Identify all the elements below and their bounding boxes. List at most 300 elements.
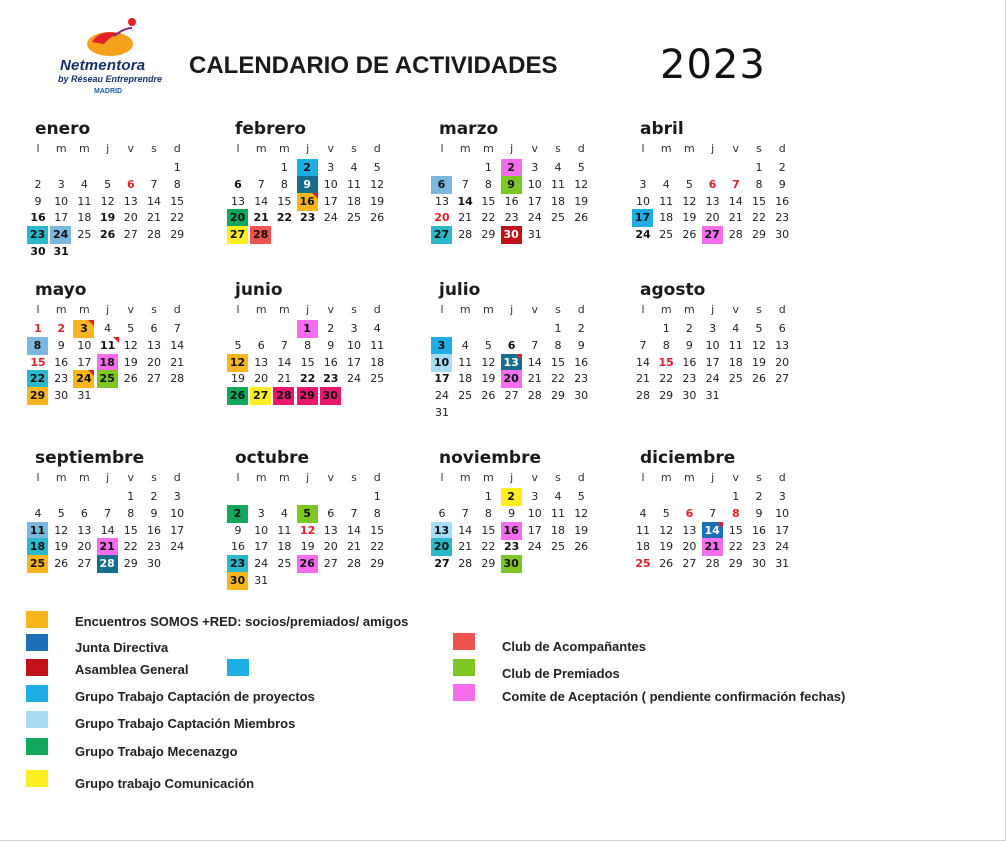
day-cell: 21 xyxy=(170,355,185,369)
day-cell: 19 xyxy=(123,355,138,369)
day-cell: 14 xyxy=(170,338,185,352)
day-cell: 3 xyxy=(709,322,717,335)
day-cell: 29 xyxy=(370,557,385,571)
day-cell: 3 xyxy=(431,337,452,355)
day-cell: 22 xyxy=(728,540,743,554)
day-cell: 5 xyxy=(484,338,492,352)
day-cell: 11 xyxy=(728,338,743,352)
weekday-label: m xyxy=(279,303,290,316)
day-cell: 1 xyxy=(373,490,381,503)
day-cell: 18 xyxy=(551,523,565,537)
month-name: septiembre xyxy=(35,448,145,468)
day-cell: 30 xyxy=(682,389,697,403)
legend-swatch-aceptacion xyxy=(453,684,475,701)
day-cell: 20 xyxy=(323,540,338,554)
day-cell: 2 xyxy=(501,488,522,506)
weekday-label: l xyxy=(236,471,240,484)
weekday-label: l xyxy=(641,471,645,484)
day-cell: 30 xyxy=(147,557,161,571)
day-cell: 14 xyxy=(527,355,542,369)
day-cell: 29 xyxy=(481,557,496,571)
day-cell: 15 xyxy=(170,194,185,208)
day-cell: 3 xyxy=(639,177,647,191)
day-cell: 5 xyxy=(297,505,318,523)
day-cell: 28 xyxy=(458,228,473,242)
day-cell: 1 xyxy=(127,490,135,503)
day-cell: 29 xyxy=(728,557,743,571)
day-cell: 21 xyxy=(458,211,473,225)
day-cell: 24 xyxy=(435,389,449,403)
day-cell: 23 xyxy=(574,372,589,386)
legend-label-junta: Junta Directiva xyxy=(75,640,169,655)
weekday-label: l xyxy=(36,471,40,484)
day-cell: 21 xyxy=(277,372,292,386)
day-cell: 16 xyxy=(231,540,245,554)
day-cell: 16 xyxy=(30,211,46,225)
day-cell: 23 xyxy=(323,372,339,386)
day-cell: 7 xyxy=(461,177,469,191)
weekday-label: v xyxy=(127,142,135,155)
weekday-label: m xyxy=(459,142,471,155)
day-cell: 26 xyxy=(481,389,496,403)
day-cell: 14 xyxy=(147,194,161,208)
day-cell: 24 xyxy=(527,211,542,225)
weekday-label: j xyxy=(510,142,514,155)
weekday-label: v xyxy=(732,471,740,484)
day-cell: 18 xyxy=(636,540,650,554)
weekday-label: m xyxy=(79,142,90,155)
day-cell: 2 xyxy=(150,490,158,503)
weekday-label: v xyxy=(327,142,335,155)
day-cell: 7 xyxy=(350,506,358,520)
day-cell: 3 xyxy=(778,490,786,503)
day-cell: 18 xyxy=(728,355,743,369)
day-cell: 11 xyxy=(551,177,565,191)
corner-marker xyxy=(516,354,522,360)
weekday-label: j xyxy=(106,303,110,316)
day-cell: 6 xyxy=(234,177,242,191)
day-cell: 7 xyxy=(173,322,181,335)
day-cell: 7 xyxy=(709,506,717,520)
day-cell: 18 xyxy=(27,538,48,556)
day-cell: 21 xyxy=(347,540,361,554)
day-cell: 14 xyxy=(277,355,292,369)
day-cell: 20 xyxy=(123,211,138,225)
weekday-label: l xyxy=(36,142,40,155)
day-cell: 5 xyxy=(373,161,381,174)
day-cell: 5 xyxy=(57,506,65,520)
day-cell: 24 xyxy=(254,557,269,571)
weekday-label: j xyxy=(711,471,715,484)
legend-label-acompanantes: Club de Acompañantes xyxy=(502,639,646,654)
day-cell: 10 xyxy=(170,506,185,520)
day-cell: 15 xyxy=(481,523,496,537)
day-cell: 7 xyxy=(257,177,265,191)
weekday-label: v xyxy=(531,471,539,484)
legend-label-encuentros: Encuentros SOMOS +RED: socios/premiados/ amigos xyxy=(75,614,409,629)
day-cell: 11 xyxy=(347,177,361,191)
day-cell: 3 xyxy=(327,161,335,174)
day-cell: 19 xyxy=(231,372,245,386)
legend-label-comunicacion: Grupo trabajo Comunicación xyxy=(75,776,255,791)
day-cell: 28 xyxy=(527,389,542,403)
day-cell: 17 xyxy=(323,194,338,208)
day-cell: 9 xyxy=(577,338,585,352)
day-cell: 23 xyxy=(27,226,48,244)
weekday-label: s xyxy=(351,471,357,484)
day-cell: 1 xyxy=(280,161,288,174)
day-cell: 27 xyxy=(434,557,450,571)
day-cell: 18 xyxy=(347,194,361,208)
month-name: enero xyxy=(35,119,91,139)
day-cell: 26 xyxy=(123,372,138,386)
weekday-label: l xyxy=(641,142,645,155)
day-cell: 24 xyxy=(775,540,790,554)
day-cell: 17 xyxy=(434,372,450,386)
day-cell: 17 xyxy=(527,194,542,208)
day-cell: 17 xyxy=(54,211,69,225)
day-cell: 29 xyxy=(297,387,318,405)
day-cell: 23 xyxy=(775,211,790,225)
day-cell: 8 xyxy=(27,337,48,355)
logo-city: MADRID xyxy=(94,88,122,95)
day-cell: 6 xyxy=(778,322,786,335)
day-cell: 12 xyxy=(574,177,589,191)
day-cell: 14 xyxy=(728,194,743,208)
day-cell: 28 xyxy=(636,389,650,403)
day-cell: 24 xyxy=(527,540,542,554)
day-cell: 19 xyxy=(54,540,69,554)
day-cell: 1 xyxy=(732,490,740,503)
day-cell: 10 xyxy=(775,506,790,520)
day-cell: 30 xyxy=(227,572,248,590)
day-cell: 29 xyxy=(551,389,565,403)
day-cell: 2 xyxy=(57,322,66,335)
weekday-label: s xyxy=(756,303,762,316)
day-cell: 26 xyxy=(227,387,248,405)
weekday-label: m xyxy=(255,303,267,316)
day-cell: 18 xyxy=(458,372,473,386)
day-cell: 1 xyxy=(484,161,492,174)
day-cell: 1 xyxy=(173,161,181,174)
day-cell: 28 xyxy=(273,387,294,405)
day-cell: 30 xyxy=(574,389,589,403)
day-cell: 9 xyxy=(234,523,242,537)
day-cell: 4 xyxy=(554,490,562,503)
day-cell: 16 xyxy=(54,355,69,369)
day-cell: 23 xyxy=(752,540,766,554)
day-cell: 18 xyxy=(659,211,674,225)
month-name: diciembre xyxy=(640,448,736,468)
day-cell: 3 xyxy=(350,322,358,335)
day-cell: 6 xyxy=(685,506,694,520)
day-cell: 26 xyxy=(752,372,766,386)
day-cell: 6 xyxy=(507,338,516,352)
day-cell: 29 xyxy=(123,557,138,571)
day-cell: 20 xyxy=(227,209,248,227)
day-cell: 17 xyxy=(705,355,720,369)
day-cell: 15 xyxy=(300,355,315,369)
weekday-label: d xyxy=(577,142,585,155)
weekday-label: l xyxy=(440,303,444,316)
weekday-label: l xyxy=(440,471,444,484)
day-cell: 7 xyxy=(280,338,288,352)
weekday-label: s xyxy=(555,142,561,155)
day-cell: 3 xyxy=(531,161,539,174)
legend-swatch-acompanantes xyxy=(453,633,475,650)
day-cell: 19 xyxy=(370,194,385,208)
day-cell: 29 xyxy=(170,228,185,242)
day-cell: 18 xyxy=(277,540,292,554)
day-cell: 21 xyxy=(702,538,723,556)
day-cell: 9 xyxy=(297,176,318,194)
day-cell: 5 xyxy=(755,322,763,335)
day-cell: 26 xyxy=(574,540,589,554)
day-cell: 29 xyxy=(481,228,496,242)
day-cell: 14 xyxy=(636,355,650,369)
day-cell: 9 xyxy=(778,177,786,191)
logo-name: Netmentora xyxy=(60,57,146,74)
day-cell: 4 xyxy=(732,322,740,335)
legend-swatch-captacion-proyectos xyxy=(26,685,48,702)
day-cell: 14 xyxy=(702,522,723,540)
day-cell: 2 xyxy=(327,322,335,335)
day-cell: 12 xyxy=(574,506,589,520)
day-cell: 25 xyxy=(635,557,651,571)
day-cell: 15 xyxy=(728,523,743,537)
day-cell: 15 xyxy=(370,523,385,537)
day-cell: 2 xyxy=(577,322,585,335)
day-cell: 17 xyxy=(527,523,542,537)
day-cell: 15 xyxy=(658,355,674,369)
day-cell: 13 xyxy=(123,194,138,208)
day-cell: 14 xyxy=(100,523,115,537)
day-cell: 23 xyxy=(299,211,316,225)
logo-subtitle: by Réseau Entreprendre xyxy=(58,74,163,84)
weekday-label: m xyxy=(55,303,67,316)
day-cell: 22 xyxy=(481,540,496,554)
day-cell: 19 xyxy=(574,523,589,537)
day-cell: 16 xyxy=(297,193,318,211)
weekday-label: v xyxy=(732,142,740,155)
day-cell: 17 xyxy=(254,540,269,554)
day-cell: 10 xyxy=(705,338,720,352)
day-cell: 4 xyxy=(280,506,288,520)
day-cell: 20 xyxy=(254,372,269,386)
day-cell: 12 xyxy=(682,194,697,208)
day-cell: 18 xyxy=(370,355,385,369)
day-cell: 11 xyxy=(370,338,385,352)
day-cell: 1 xyxy=(297,320,318,338)
weekday-label: m xyxy=(255,471,267,484)
day-cell: 17 xyxy=(775,523,790,537)
day-cell: 14 xyxy=(457,194,473,208)
day-cell: 26 xyxy=(659,557,674,571)
weekday-label: s xyxy=(555,471,561,484)
day-cell: 2 xyxy=(501,159,522,177)
weekday-label: l xyxy=(36,303,40,316)
day-cell: 28 xyxy=(347,557,361,571)
day-cell: 9 xyxy=(508,506,516,520)
day-cell: 21 xyxy=(458,540,473,554)
day-cell: 16 xyxy=(752,523,766,537)
weekday-label: m xyxy=(684,142,695,155)
day-cell: 20 xyxy=(705,211,720,225)
day-cell: 22 xyxy=(659,372,674,386)
day-cell: 12 xyxy=(123,338,138,352)
day-cell: 28 xyxy=(250,226,271,244)
day-cell: 2 xyxy=(778,161,786,174)
day-cell: 26 xyxy=(99,228,116,242)
day-cell: 8 xyxy=(484,177,492,191)
day-cell: 13 xyxy=(231,194,245,208)
day-cell: 23 xyxy=(682,372,697,386)
day-cell: 24 xyxy=(347,372,361,386)
day-cell: 19 xyxy=(752,355,766,369)
day-cell: 14 xyxy=(347,523,361,537)
corner-marker xyxy=(88,320,94,326)
month-name: agosto xyxy=(640,280,706,300)
legend-label-captacion-miembros: Grupo Trabajo Captación Miembros xyxy=(75,716,296,731)
page-title: CALENDARIO DE ACTIVIDADES xyxy=(189,52,558,79)
day-cell: 4 xyxy=(554,161,562,174)
day-cell: 17 xyxy=(77,355,92,369)
day-cell: 23 xyxy=(504,211,519,225)
day-cell: 23 xyxy=(54,372,69,386)
weekday-label: d xyxy=(577,303,585,316)
day-cell: 2 xyxy=(755,490,763,503)
weekday-label: d xyxy=(577,471,585,484)
day-cell: 7 xyxy=(639,338,647,352)
day-cell: 10 xyxy=(431,354,452,372)
day-cell: 18 xyxy=(97,354,118,372)
day-cell: 3 xyxy=(257,506,265,520)
month-name: noviembre xyxy=(439,448,542,468)
day-cell: 25 xyxy=(370,372,385,386)
day-cell: 9 xyxy=(755,506,763,520)
day-cell: 22 xyxy=(299,372,316,386)
day-cell: 30 xyxy=(775,228,790,242)
weekday-label: m xyxy=(483,471,494,484)
weekday-label: d xyxy=(373,142,381,155)
legend-label-mecenazgo: Grupo Trabajo Mecenazgo xyxy=(75,744,238,759)
day-cell: 12 xyxy=(100,194,115,208)
day-cell: 7 xyxy=(461,506,469,520)
day-cell: 18 xyxy=(551,194,565,208)
day-cell: 12 xyxy=(54,523,69,537)
weekday-label: j xyxy=(510,303,514,316)
day-cell: 5 xyxy=(662,506,670,520)
day-cell: 19 xyxy=(682,211,697,225)
day-cell: 30 xyxy=(752,557,766,571)
day-cell: 7 xyxy=(104,506,112,520)
day-cell: 6 xyxy=(150,322,158,335)
month-name: octubre xyxy=(235,448,310,468)
day-cell: 2 xyxy=(685,322,693,335)
weekday-label: s xyxy=(151,471,157,484)
day-cell: 16 xyxy=(504,194,519,208)
day-cell: 13 xyxy=(435,194,449,208)
day-cell: 4 xyxy=(662,177,670,191)
day-cell: 10 xyxy=(527,506,542,520)
day-cell: 11 xyxy=(636,523,650,537)
day-cell: 1 xyxy=(34,322,42,335)
day-cell: 10 xyxy=(77,338,92,352)
day-cell: 12 xyxy=(481,355,496,369)
day-cell: 10 xyxy=(54,194,69,208)
weekday-label: d xyxy=(778,303,786,316)
day-cell: 14 xyxy=(458,523,473,537)
netmentora-logo xyxy=(52,14,172,98)
day-cell: 8 xyxy=(280,177,288,191)
day-cell: 13 xyxy=(431,522,452,540)
day-cell: 22 xyxy=(276,211,293,225)
day-cell: 1 xyxy=(554,322,562,335)
day-cell: 16 xyxy=(574,355,589,369)
weekday-label: m xyxy=(279,471,290,484)
day-cell: 9 xyxy=(150,506,158,520)
day-cell: 19 xyxy=(300,540,315,554)
day-cell: 5 xyxy=(577,161,585,174)
day-cell: 2 xyxy=(34,177,42,191)
weekday-label: d xyxy=(778,142,786,155)
day-cell: 25 xyxy=(277,557,292,571)
day-cell: 8 xyxy=(662,338,670,352)
day-cell: 19 xyxy=(574,194,589,208)
day-cell: 26 xyxy=(370,211,385,225)
day-cell: 4 xyxy=(373,322,381,335)
day-cell: 15 xyxy=(123,523,138,537)
day-cell: 3 xyxy=(531,490,539,503)
legend-swatch-mecenazgo xyxy=(26,738,48,755)
day-cell: 3 xyxy=(73,320,94,338)
day-cell: 27 xyxy=(123,228,138,242)
day-cell: 13 xyxy=(77,523,92,537)
weekday-label: v xyxy=(327,471,335,484)
day-cell: 22 xyxy=(123,540,138,554)
weekday-label: j xyxy=(106,142,110,155)
day-cell: 1 xyxy=(484,490,492,503)
day-cell: 23 xyxy=(503,540,520,554)
day-cell: 9 xyxy=(685,338,693,352)
corner-marker xyxy=(113,337,119,343)
legend-swatch-extra-blue xyxy=(227,659,249,676)
day-cell: 27 xyxy=(775,372,790,386)
day-cell: 11 xyxy=(27,522,48,540)
weekday-label: m xyxy=(255,142,267,155)
day-cell: 13 xyxy=(323,523,338,537)
day-cell: 27 xyxy=(682,557,697,571)
day-cell: 10 xyxy=(347,338,361,352)
day-cell: 11 xyxy=(551,506,565,520)
day-cell: 13 xyxy=(501,354,522,372)
weekday-label: j xyxy=(711,142,715,155)
day-cell: 4 xyxy=(34,506,42,520)
weekday-label: m xyxy=(459,303,471,316)
weekday-label: m xyxy=(660,303,672,316)
day-cell: 25 xyxy=(458,389,473,403)
day-cell: 22 xyxy=(370,540,385,554)
day-cell: 10 xyxy=(254,523,269,537)
day-cell: 3 xyxy=(173,490,181,503)
day-cell: 27 xyxy=(147,372,161,386)
day-cell: 17 xyxy=(170,523,185,537)
weekday-label: m xyxy=(55,471,67,484)
day-cell: 2 xyxy=(297,159,318,177)
day-cell: 21 xyxy=(728,211,743,225)
day-cell: 6 xyxy=(126,177,135,191)
weekday-label: s xyxy=(756,142,762,155)
